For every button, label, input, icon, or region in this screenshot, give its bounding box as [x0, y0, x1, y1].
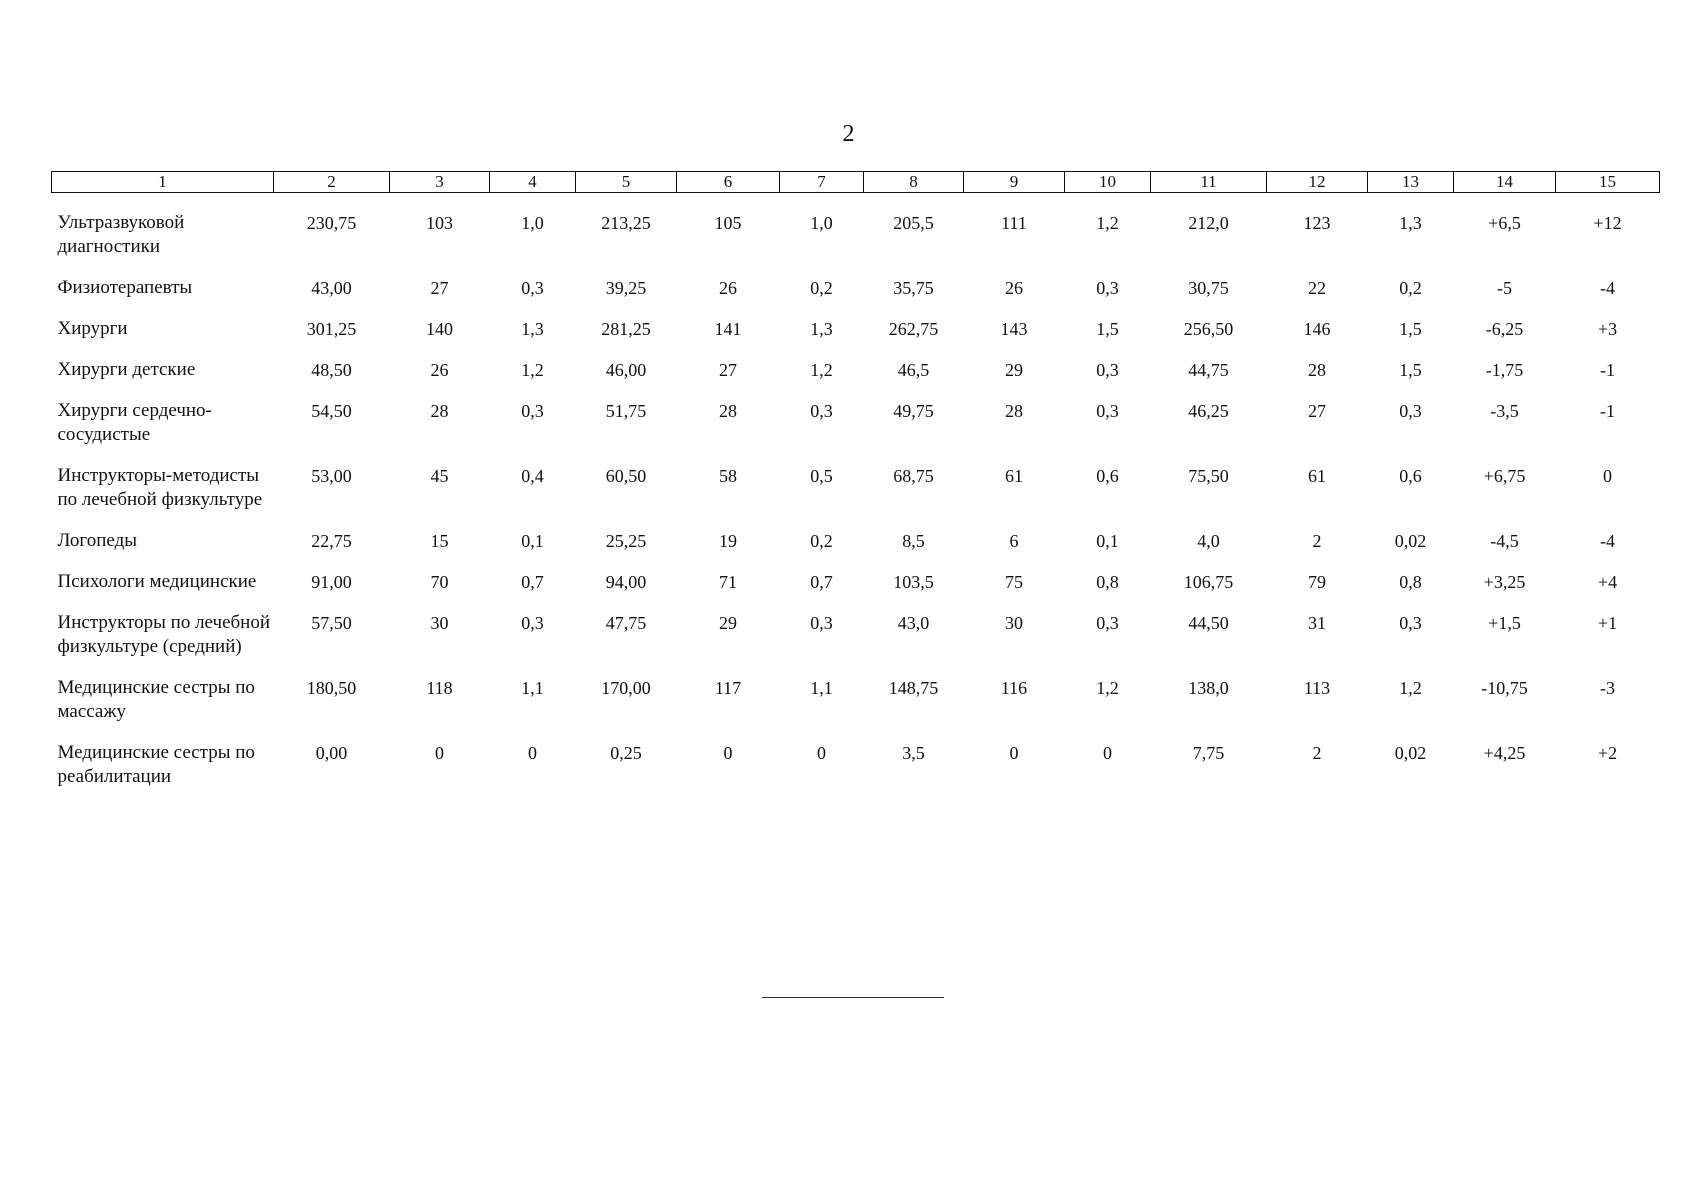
- specialty-name: Инструкторы по лечебной физкультуре (средний): [57, 612, 271, 657]
- cell-col-8: 68,75: [893, 466, 934, 486]
- column-number-1: 1: [52, 172, 274, 193]
- cell-col-3: 45: [430, 466, 449, 486]
- cell-col-6: 28: [719, 401, 737, 421]
- specialty-name: Хирурги: [57, 318, 128, 339]
- cell-col-2: 57,50: [311, 613, 352, 633]
- cell-col-3: 70: [430, 572, 449, 592]
- cell-col-7: 1,2: [810, 360, 833, 380]
- cell-col-8: 103,5: [893, 572, 934, 592]
- cell-col-12: 79: [1308, 572, 1326, 592]
- table-row: [52, 276, 1660, 317]
- cell-col-2: 48,50: [311, 360, 352, 380]
- cell-col-10: 0,3: [1096, 278, 1119, 298]
- cell-col-3: 0: [435, 743, 444, 763]
- cell-col-15: +3: [1597, 319, 1618, 339]
- column-number-15: 15: [1556, 172, 1660, 193]
- cell-col-10: 1,2: [1096, 678, 1119, 698]
- cell-col-10: 1,2: [1096, 213, 1119, 233]
- cell-col-13: 0,2: [1399, 278, 1422, 298]
- cell-col-14: -1,75: [1485, 360, 1524, 380]
- cell-col-15: -1: [1600, 401, 1615, 421]
- cell-col-14: +4,25: [1483, 743, 1526, 763]
- cell-col-8: 8,5: [902, 531, 925, 551]
- cell-col-5: 213,25: [601, 213, 651, 233]
- cell-col-8: 205,5: [893, 213, 934, 233]
- cell-col-3: 140: [426, 319, 453, 339]
- cell-col-6: 27: [719, 360, 737, 380]
- cell-col-13: 0,8: [1399, 572, 1422, 592]
- specialty-name: Хирурги детские: [57, 359, 196, 380]
- cell-col-7: 0: [817, 743, 826, 763]
- cell-col-11: 106,75: [1183, 572, 1234, 592]
- column-number-11: 11: [1151, 172, 1267, 193]
- cell-col-14: -3,5: [1490, 401, 1519, 421]
- cell-col-4: 0,3: [521, 401, 544, 421]
- header-spacer: [52, 193, 1660, 212]
- cell-col-4: 1,2: [521, 360, 544, 380]
- cell-col-15: +4: [1597, 572, 1618, 592]
- cell-col-2: 0,00: [315, 743, 348, 763]
- cell-col-15: +1: [1597, 613, 1618, 633]
- cell-col-9: 28: [1005, 401, 1023, 421]
- cell-col-13: 0,02: [1394, 531, 1427, 551]
- header-row: [52, 172, 1660, 193]
- column-numbers-header: [52, 172, 1660, 193]
- cell-col-2: 54,50: [311, 401, 352, 421]
- table-row: [52, 211, 1660, 276]
- cell-col-12: 28: [1308, 360, 1326, 380]
- footer-rule: [762, 997, 944, 998]
- cell-col-9: 29: [1005, 360, 1023, 380]
- cell-col-6: 105: [714, 213, 742, 233]
- cell-col-3: 15: [430, 531, 449, 551]
- cell-col-14: +6,5: [1488, 213, 1521, 233]
- cell-col-12: 31: [1308, 613, 1326, 633]
- column-number-13: 13: [1368, 172, 1454, 193]
- cell-col-3: 28: [430, 401, 449, 421]
- cell-col-3: 27: [430, 278, 449, 298]
- cell-col-7: 1,1: [810, 678, 833, 698]
- cell-col-3: 30: [430, 613, 449, 633]
- cell-col-8: 49,75: [893, 401, 934, 421]
- cell-col-4: 0,4: [521, 466, 544, 486]
- column-number-3: 3: [390, 172, 490, 193]
- cell-col-11: 75,50: [1188, 466, 1229, 486]
- cell-col-12: 2: [1312, 531, 1322, 551]
- cell-col-11: 4,0: [1197, 531, 1220, 551]
- cell-col-9: 143: [1000, 319, 1028, 339]
- cell-col-4: 1,1: [521, 678, 544, 698]
- cell-col-5: 170,00: [601, 678, 651, 698]
- cell-col-6: 29: [719, 613, 737, 633]
- cell-col-7: 0,7: [810, 572, 833, 592]
- table-row: [52, 529, 1660, 570]
- cell-col-15: -4: [1600, 531, 1615, 551]
- cell-col-6: 0: [723, 743, 733, 763]
- cell-col-12: 22: [1308, 278, 1326, 298]
- cell-col-7: 0,3: [810, 613, 833, 633]
- cell-col-14: -5: [1497, 278, 1512, 298]
- cell-col-9: 6: [1009, 531, 1019, 551]
- cell-col-2: 22,75: [311, 531, 352, 551]
- cell-col-4: 0: [528, 743, 537, 763]
- cell-col-12: 113: [1303, 678, 1331, 698]
- cell-col-14: -10,75: [1481, 678, 1528, 698]
- specialty-name: Психологи медицинские: [57, 571, 257, 592]
- cell-col-3: 103: [426, 213, 453, 233]
- cell-col-5: 46,00: [605, 360, 647, 380]
- cell-col-3: 118: [426, 678, 453, 698]
- cell-col-6: 71: [719, 572, 737, 592]
- cell-col-3: 26: [430, 360, 449, 380]
- cell-col-6: 117: [714, 678, 742, 698]
- cell-col-8: 43,0: [897, 613, 930, 633]
- cell-col-13: 1,5: [1399, 319, 1422, 339]
- cell-col-12: 2: [1312, 743, 1322, 763]
- cell-col-9: 75: [1005, 572, 1023, 592]
- cell-col-10: 1,5: [1096, 319, 1119, 339]
- column-number-6: 6: [677, 172, 780, 193]
- cell-col-14: +3,25: [1483, 572, 1526, 592]
- table-row: [52, 741, 1660, 806]
- table-row: [52, 570, 1660, 611]
- cell-col-13: 0,6: [1399, 466, 1422, 486]
- cell-col-11: 7,75: [1192, 743, 1225, 763]
- cell-col-15: -3: [1600, 678, 1615, 698]
- cell-col-11: 44,50: [1188, 613, 1229, 633]
- cell-col-5: 94,00: [605, 572, 647, 592]
- cell-col-5: 47,75: [605, 613, 647, 633]
- cell-col-2: 180,50: [306, 678, 357, 698]
- table-row: [52, 358, 1660, 399]
- cell-col-10: 0,3: [1096, 401, 1119, 421]
- cell-col-4: 0,1: [521, 531, 544, 551]
- table-row: [52, 676, 1660, 741]
- cell-col-13: 1,3: [1399, 213, 1422, 233]
- cell-col-6: 58: [719, 466, 737, 486]
- cell-col-5: 281,25: [601, 319, 651, 339]
- cell-col-4: 0,3: [521, 278, 544, 298]
- cell-col-9: 26: [1005, 278, 1023, 298]
- cell-col-14: -4,5: [1490, 531, 1519, 551]
- cell-col-8: 46,5: [897, 360, 930, 380]
- cell-col-14: +1,5: [1488, 613, 1521, 633]
- column-number-2: 2: [274, 172, 390, 193]
- specialty-name: Логопеды: [57, 530, 138, 551]
- cell-col-11: 138,0: [1188, 678, 1229, 698]
- cell-col-10: 0,8: [1096, 572, 1119, 592]
- cell-col-8: 262,75: [888, 319, 939, 339]
- column-number-7: 7: [780, 172, 864, 193]
- column-number-4: 4: [490, 172, 576, 193]
- cell-col-10: 0,6: [1096, 466, 1119, 486]
- cell-col-12: 61: [1308, 466, 1326, 486]
- cell-col-10: 0,3: [1096, 613, 1119, 633]
- cell-col-4: 0,7: [521, 572, 544, 592]
- column-number-12: 12: [1267, 172, 1368, 193]
- cell-col-4: 0,3: [521, 613, 544, 633]
- cell-col-6: 26: [719, 278, 737, 298]
- table-row: [52, 399, 1660, 464]
- cell-col-11: 256,50: [1183, 319, 1234, 339]
- cell-col-5: 60,50: [605, 466, 647, 486]
- cell-col-4: 1,0: [521, 213, 544, 233]
- cell-col-8: 148,75: [888, 678, 939, 698]
- cell-col-14: -6,25: [1485, 319, 1524, 339]
- cell-col-14: +6,75: [1483, 466, 1526, 486]
- table-body: [52, 193, 1660, 807]
- cell-col-5: 51,75: [605, 401, 647, 421]
- column-number-9: 9: [964, 172, 1065, 193]
- cell-col-2: 91,00: [311, 572, 352, 592]
- cell-col-10: 0,3: [1096, 360, 1119, 380]
- column-number-10: 10: [1065, 172, 1151, 193]
- cell-col-9: 116: [1000, 678, 1028, 698]
- cell-col-9: 111: [1001, 213, 1027, 233]
- cell-col-7: 0,5: [810, 466, 833, 486]
- staffing-table: [51, 171, 1660, 806]
- specialty-name: Медицинские сестры по реабилитации: [57, 742, 255, 787]
- cell-col-15: -1: [1600, 360, 1615, 380]
- cell-col-12: 27: [1308, 401, 1326, 421]
- cell-col-6: 19: [719, 531, 737, 551]
- table-row: [52, 464, 1660, 529]
- specialty-name: Ультразвуковой диагностики: [57, 212, 185, 257]
- column-number-8: 8: [864, 172, 964, 193]
- cell-col-2: 53,00: [311, 466, 352, 486]
- cell-col-15: -4: [1600, 278, 1615, 298]
- cell-col-12: 123: [1303, 213, 1331, 233]
- cell-col-7: 0,3: [810, 401, 833, 421]
- specialty-name: Медицинские сестры по массажу: [57, 677, 255, 722]
- cell-col-11: 46,25: [1188, 401, 1229, 421]
- cell-col-7: 1,0: [810, 213, 833, 233]
- specialty-name: Инструкторы-методисты по лечебной физкультуре: [57, 465, 263, 510]
- cell-col-7: 0,2: [810, 531, 833, 551]
- cell-col-13: 0,02: [1394, 743, 1427, 763]
- cell-col-5: 0,25: [610, 743, 642, 763]
- cell-col-13: 0,3: [1399, 401, 1422, 421]
- cell-col-7: 0,2: [810, 278, 833, 298]
- table-row: [52, 317, 1660, 358]
- column-number-14: 14: [1454, 172, 1556, 193]
- cell-col-15: +2: [1597, 743, 1618, 763]
- cell-col-10: 0,1: [1096, 531, 1119, 551]
- specialty-name: Хирурги сердечно-сосудистые: [57, 400, 212, 445]
- cell-col-9: 0: [1009, 743, 1019, 763]
- cell-col-5: 39,25: [605, 278, 647, 298]
- specialty-name: Физиотерапевты: [57, 277, 193, 298]
- cell-col-2: 43,00: [311, 278, 352, 298]
- cell-col-9: 30: [1005, 613, 1023, 633]
- column-number-5: 5: [576, 172, 677, 193]
- cell-col-11: 44,75: [1188, 360, 1229, 380]
- cell-col-5: 25,25: [605, 531, 647, 551]
- cell-col-9: 61: [1005, 466, 1023, 486]
- cell-col-2: 301,25: [306, 319, 357, 339]
- cell-col-8: 3,5: [902, 743, 925, 763]
- cell-col-7: 1,3: [810, 319, 833, 339]
- cell-col-10: 0: [1103, 743, 1112, 763]
- cell-col-4: 1,3: [521, 319, 544, 339]
- cell-col-11: 212,0: [1188, 213, 1229, 233]
- page-number: 2: [842, 121, 855, 147]
- table-row: [52, 611, 1660, 676]
- cell-col-13: 0,3: [1399, 613, 1422, 633]
- cell-col-13: 1,2: [1399, 678, 1422, 698]
- cell-col-6: 141: [714, 319, 742, 339]
- cell-col-15: +12: [1593, 213, 1622, 233]
- cell-col-13: 1,5: [1399, 360, 1422, 380]
- cell-col-2: 230,75: [306, 213, 357, 233]
- cell-col-15: 0: [1603, 466, 1612, 486]
- cell-col-11: 30,75: [1188, 278, 1229, 298]
- cell-col-12: 146: [1303, 319, 1331, 339]
- cell-col-8: 35,75: [893, 278, 934, 298]
